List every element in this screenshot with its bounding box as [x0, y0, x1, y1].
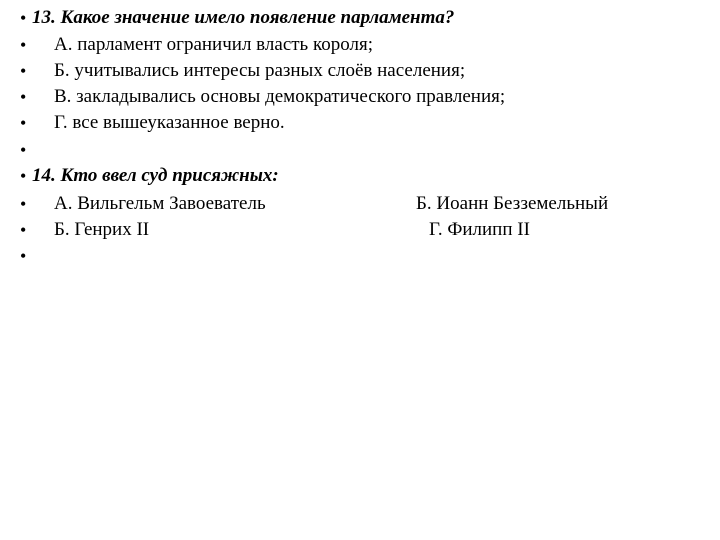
question-13-title: 13. Какое значение имело появление парламента?: [32, 7, 455, 28]
option-text: А. Вильгельм Завоеватель: [54, 193, 266, 214]
bullet: •: [20, 166, 27, 186]
bullet: •: [20, 246, 27, 266]
option-text: А. парламент ограничил власть короля;: [54, 34, 373, 55]
bullet: •: [20, 113, 27, 133]
option-text: Г. Филипп II: [429, 219, 530, 240]
option-text: Б. Иоанн Безземельный: [416, 193, 609, 214]
option-text: Б. Генрих II: [54, 219, 150, 240]
option-text: В. закладывались основы демократического правления;: [54, 86, 506, 107]
bullet: •: [20, 35, 27, 55]
bullet: •: [20, 87, 27, 107]
bullet: •: [20, 8, 27, 28]
bullet: •: [20, 194, 27, 214]
option-text: Г. все вышеуказанное верно.: [54, 112, 285, 133]
bullet: •: [20, 220, 27, 240]
bullet: •: [20, 61, 27, 81]
option-text: Б. учитывались интересы разных слоёв населения;: [54, 60, 466, 81]
bullet: •: [20, 140, 27, 160]
question-14-title: 14. Кто ввел суд присяжных:: [32, 165, 279, 186]
